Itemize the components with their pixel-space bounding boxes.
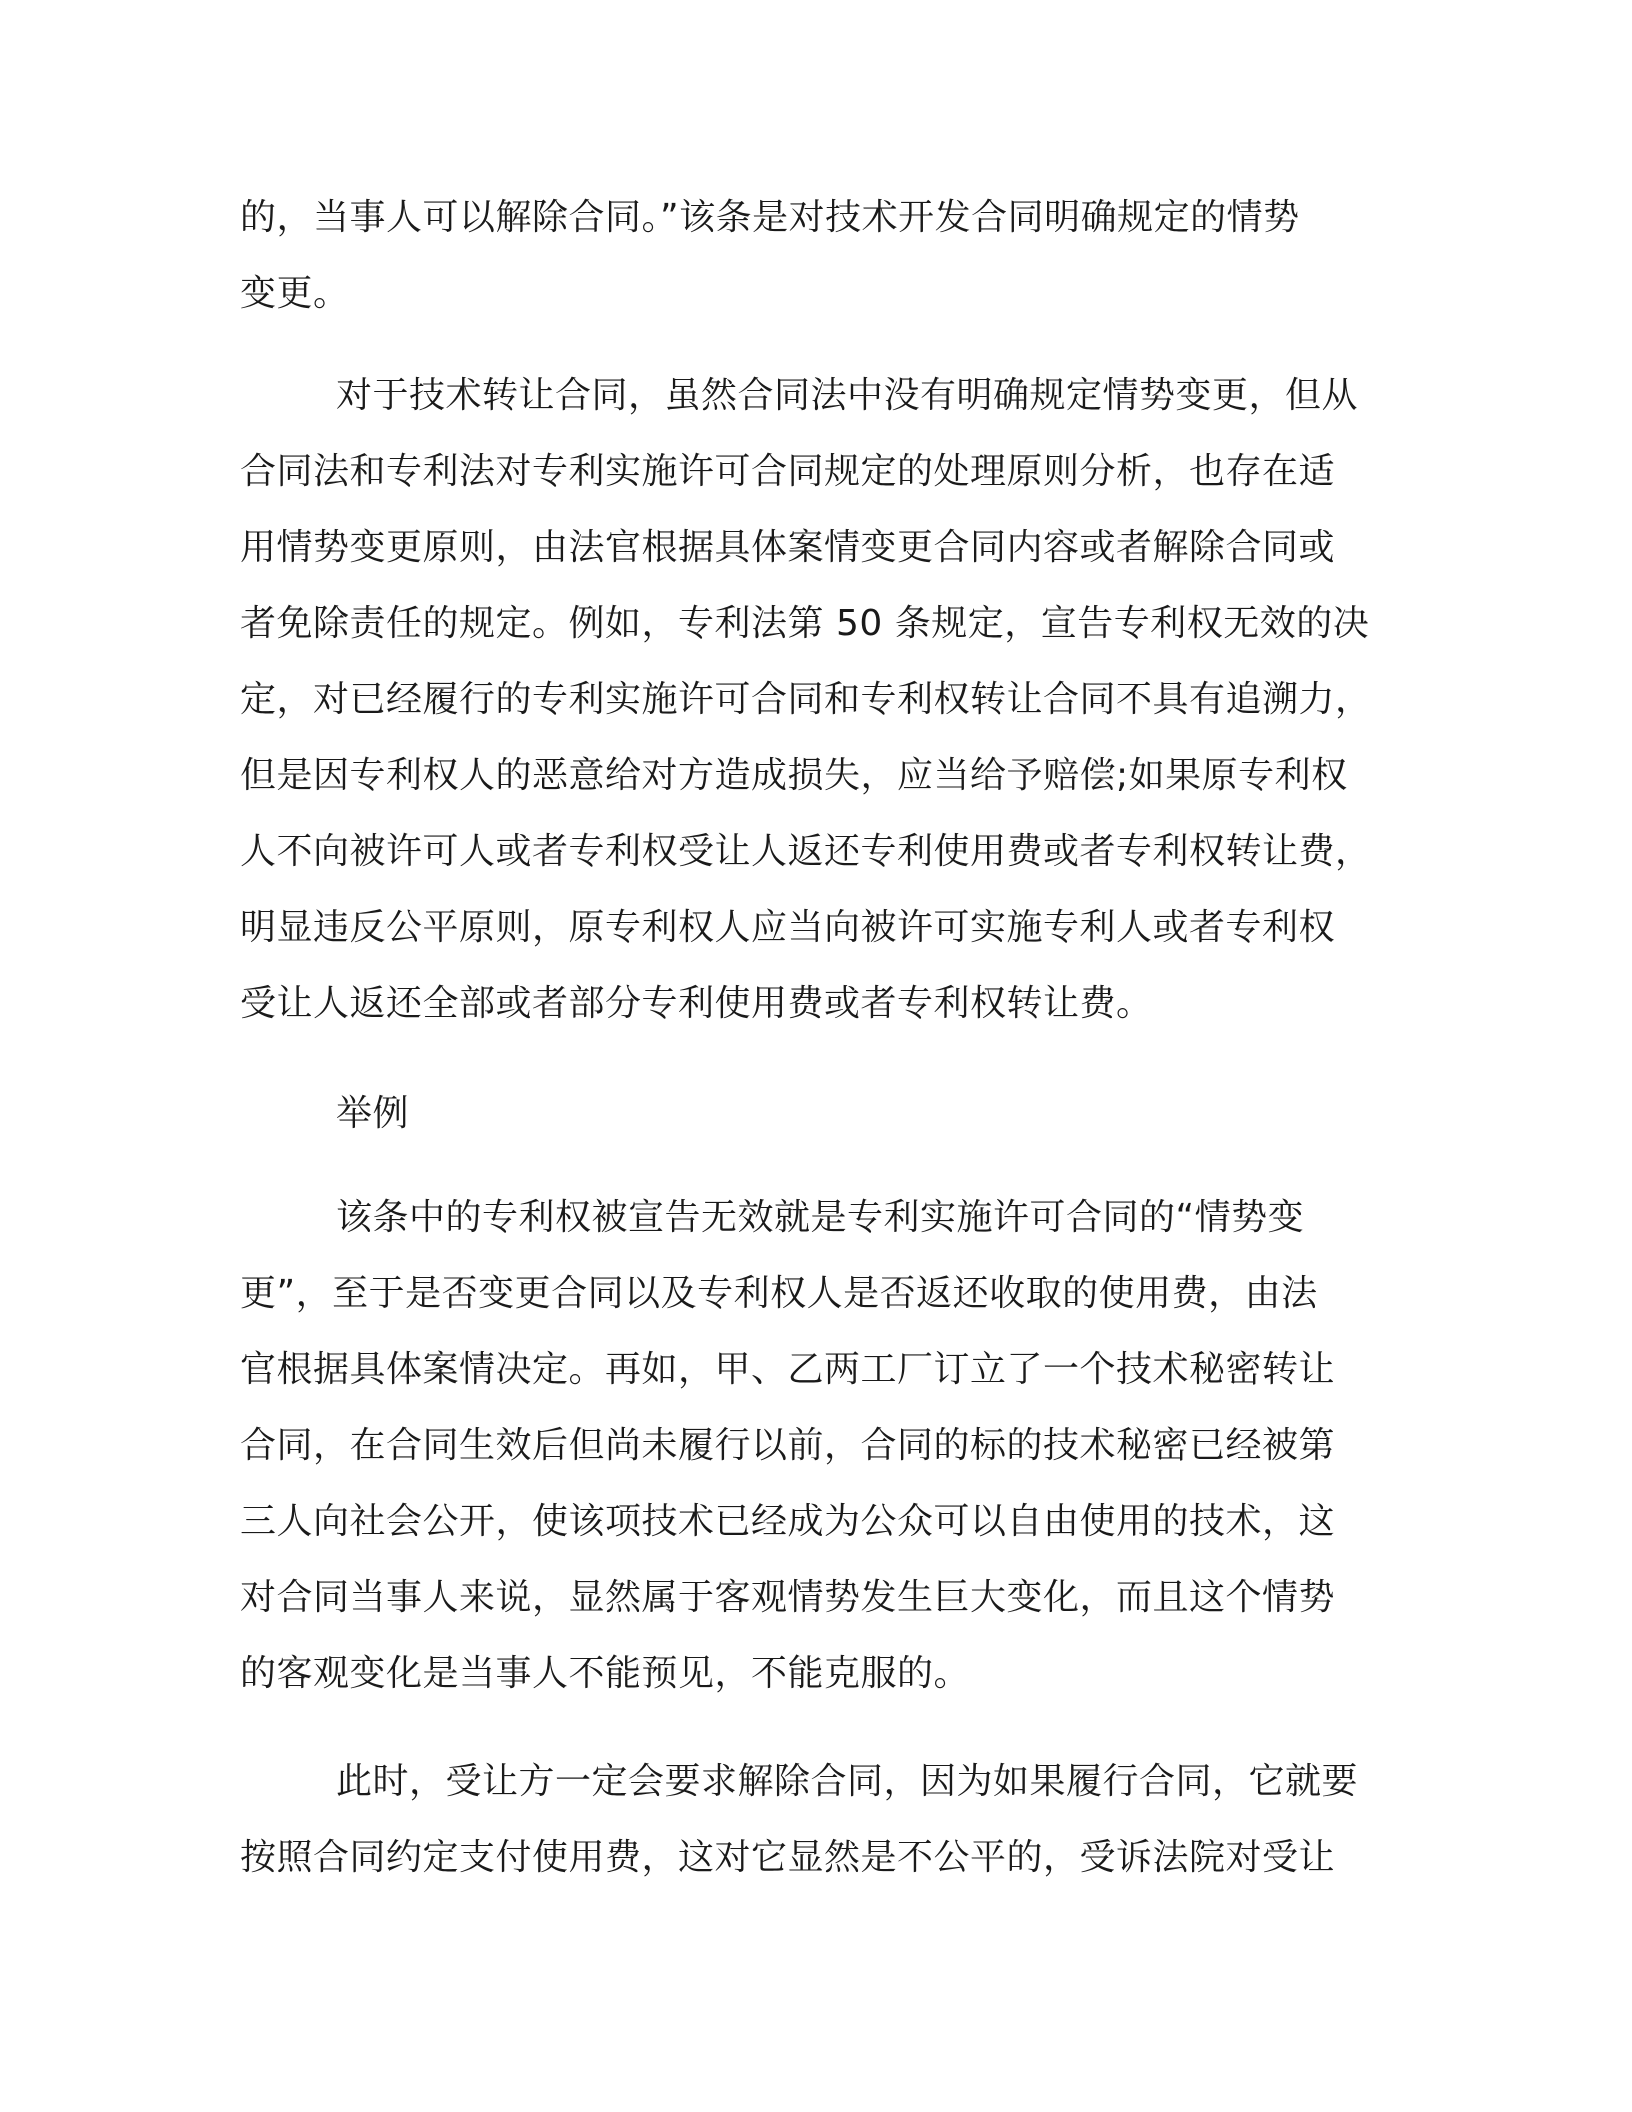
- paragraph-2: [240, 358, 1400, 1042]
- text-line: 用情势变更原则，由法官根据具体案情变更合同内容或者解除合同或: [240, 527, 1336, 568]
- text-line: 者免除责任的规定。例如，专利法第 50 条规定，宣告专利权无效的决: [240, 603, 1370, 644]
- paragraph-5: [240, 1744, 1400, 1896]
- text-line: 三人向社会公开，使该项技术已经成为公众可以自由使用的技术，这: [240, 1501, 1336, 1542]
- text-line: 合同，在合同生效后但尚未履行以前，合同的标的技术秘密已经被第: [240, 1425, 1336, 1466]
- paragraph-4: [240, 1180, 1400, 1712]
- text-line: 但是因专利权人的恶意给对方造成损失，应当给予赔偿;如果原专利权: [240, 755, 1348, 796]
- text-line: 受让人返还全部或者部分专利使用费或者专利权转让费。: [240, 983, 1153, 1024]
- text-line: 该条中的专利权被宣告无效就是专利实施许可合同的“情势变: [336, 1197, 1305, 1238]
- text-line: 明显违反公平原则，原专利权人应当向被许可实施专利人或者专利权: [240, 907, 1336, 948]
- text-line: 此时，受让方一定会要求解除合同，因为如果履行合同，它就要: [336, 1761, 1359, 1802]
- text-line: 对合同当事人来说，显然属于客观情势发生巨大变化，而且这个情势: [240, 1577, 1336, 1618]
- text-line: 定，对已经履行的专利实施许可合同和专利权转让合同不具有追溯力，: [240, 679, 1372, 720]
- text-line: 的客观变化是当事人不能预见，不能克服的。: [240, 1653, 971, 1694]
- text-line: 人不向被许可人或者专利权受让人返还专利使用费或者专利权转让费，: [240, 831, 1372, 872]
- text-line: 的，当事人可以解除合同。”该条是对技术开发合同明确规定的情势: [240, 197, 1300, 238]
- text-line: 举例: [336, 1093, 410, 1134]
- paragraph-3: [240, 1076, 1400, 1152]
- paragraph-1: [240, 180, 1400, 332]
- text-line: 按照合同约定支付使用费，这对它显然是不公平的，受诉法院对受让: [240, 1837, 1336, 1878]
- text-line: 合同法和专利法对专利实施许可合同规定的处理原则分析，也存在适: [240, 451, 1336, 492]
- text-line: 更”，至于是否变更合同以及专利权人是否返还收取的使用费，由法: [240, 1273, 1318, 1314]
- text-line: 对于技术转让合同，虽然合同法中没有明确规定情势变更，但从: [336, 375, 1359, 416]
- text-line: 官根据具体案情决定。再如，甲、乙两工厂订立了一个技术秘密转让: [240, 1349, 1336, 1390]
- text-line: 变更。: [240, 273, 350, 314]
